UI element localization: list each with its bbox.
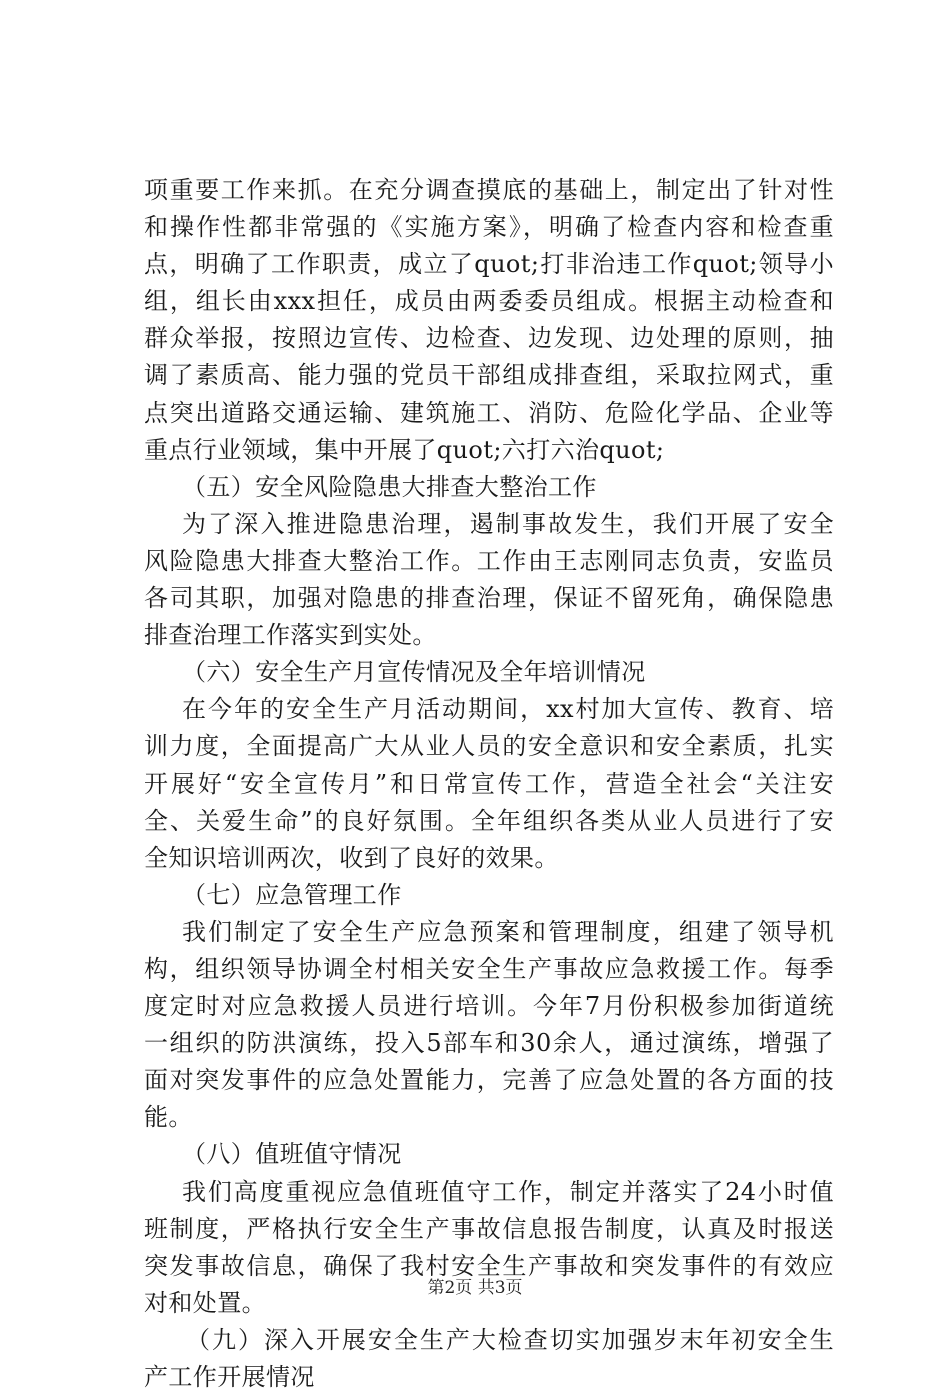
text-line: 开展好“安全宣传月”和日常宣传工作，营造全社会“关注安 bbox=[144, 769, 834, 798]
text-line: 为了深入推进隐患治理，遏制事故发生，我们开展了安全 bbox=[182, 509, 834, 538]
text-line: 群众举报，按照边宣传、边检查、边发现、边处理的原则，抽 bbox=[144, 324, 834, 353]
section-heading: （七）应急管理工作 bbox=[182, 880, 402, 909]
text-line: 全知识培训两次，收到了良好的效果。 bbox=[144, 843, 559, 872]
section-heading: （六）安全生产月宣传情况及全年培训情况 bbox=[182, 658, 646, 687]
document-body bbox=[144, 172, 834, 1396]
text-line: 排查治理工作落实到实处。 bbox=[144, 621, 437, 650]
page-number-footer: 第2页 共3页 bbox=[427, 1278, 523, 1298]
section-heading: （九）深入开展安全生产大检查切实加强岁末年初安全生 bbox=[186, 1325, 834, 1354]
text-line: 对和处置。 bbox=[144, 1288, 266, 1317]
text-line: 度定时对应急救援人员进行培训。今年7月份积极参加街道统 bbox=[144, 992, 834, 1021]
text-line: 突发事故信息，确保了我村安全生产事故和突发事件的有效应 bbox=[144, 1251, 834, 1280]
text-line: 产工作开展情况 bbox=[144, 1363, 315, 1391]
text-line: 调了素质高、能力强的党员干部组成排查组，采取拉网式，重 bbox=[144, 361, 834, 390]
text-line: 点突出道路交通运输、建筑施工、消防、危险化学品、企业等 bbox=[144, 398, 834, 427]
text-line: 能。 bbox=[144, 1103, 193, 1132]
text-line: 全、关爱生命”的良好氛围。全年组织各类从业人员进行了安 bbox=[144, 806, 834, 835]
text-line: 我们制定了安全生产应急预案和管理制度，组建了领导机 bbox=[182, 917, 834, 946]
text-line: 和操作性都非常强的《实施方案》，明确了检查内容和检查重 bbox=[144, 213, 834, 242]
text-line: 风险隐患大排查大整治工作。工作由王志刚同志负责，安监员 bbox=[144, 546, 834, 575]
text-line: 训力度，全面提高广大从业人员的安全意识和安全素质，扎实 bbox=[144, 732, 834, 761]
text-line: 在今年的安全生产月活动期间，xx村加大宣传、教育、培 bbox=[182, 695, 834, 724]
text-line: 构，组织领导协调全村相关安全生产事故应急救援工作。每季 bbox=[144, 954, 834, 983]
text-line: 班制度，严格执行安全生产事故信息报告制度，认真及时报送 bbox=[144, 1214, 834, 1243]
section-heading: （五）安全风险隐患大排查大整治工作 bbox=[182, 472, 597, 501]
section-heading: （八）值班值守情况 bbox=[182, 1140, 402, 1169]
text-line: 点，明确了工作职责，成立了quot;打非治违工作quot;领导小 bbox=[144, 250, 834, 279]
text-line: 组，组长由xxx担任，成员由两委委员组成。根据主动检查和 bbox=[144, 287, 834, 316]
text-line: 项重要工作来抓。在充分调查摸底的基础上，制定出了针对性 bbox=[144, 176, 834, 204]
text-line: 一组织的防洪演练，投入5部车和30余人，通过演练，增强了 bbox=[144, 1029, 834, 1058]
text-line: 各司其职，加强对隐患的排查治理，保证不留死角，确保隐患 bbox=[144, 584, 834, 613]
text-line: 我们高度重视应急值班值守工作，制定并落实了24小时值 bbox=[182, 1177, 834, 1206]
text-line: 重点行业领域，集中开展了quot;六打六治quot; bbox=[144, 435, 665, 464]
text-line: 面对突发事件的应急处置能力，完善了应急处置的各方面的技 bbox=[144, 1066, 834, 1095]
